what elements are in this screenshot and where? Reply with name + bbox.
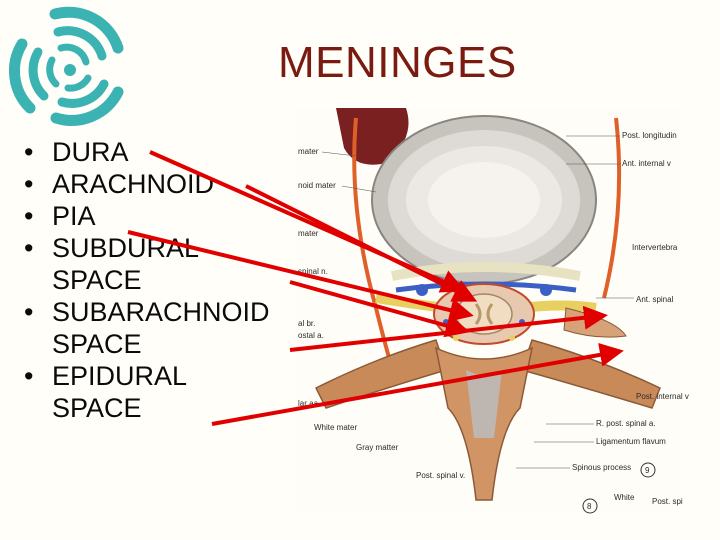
svg-text:mater: mater	[298, 229, 319, 238]
svg-text:lar aa.: lar aa.	[298, 399, 321, 408]
slide-title: MENINGES	[278, 38, 517, 87]
svg-text:9: 9	[645, 466, 650, 475]
svg-text:R. post. spinal a.: R. post. spinal a.	[596, 419, 656, 428]
svg-text:Ant. internal v: Ant. internal v	[622, 159, 671, 168]
svg-text:Spinous process: Spinous process	[572, 463, 632, 472]
svg-text:ostal a.: ostal a.	[298, 331, 324, 340]
svg-text:spinal n.: spinal n.	[298, 267, 328, 276]
svg-text:Post. spinal v.: Post. spinal v.	[416, 471, 466, 480]
bullet-subarachnoid-space: • SUBARACHNOID SPACE	[22, 296, 312, 360]
bullet-dura: • DURA	[22, 136, 312, 168]
bullet-list	[22, 136, 312, 424]
svg-text:Post. spi: Post. spi	[652, 497, 683, 506]
svg-text:White: White	[614, 493, 635, 502]
bullet-epidural-space: • EPIDURAL SPACE	[22, 360, 242, 424]
svg-text:Ant. spinal: Ant. spinal	[636, 295, 674, 304]
logo-icon	[0, 0, 140, 130]
svg-text:Gray matter: Gray matter	[356, 443, 399, 452]
bullet-subdural-space: • SUBDURAL SPACE	[22, 232, 242, 296]
spinal-cord-illustration	[296, 108, 689, 511]
svg-text:White mater: White mater	[314, 423, 358, 432]
svg-text:8: 8	[587, 502, 592, 511]
svg-text:al br.: al br.	[298, 319, 316, 328]
svg-text:Intervertebra: Intervertebra	[632, 243, 678, 252]
svg-text:mater: mater	[298, 147, 319, 156]
svg-text:Post. internal v: Post. internal v	[636, 392, 689, 401]
svg-text:Ligamentum flavum: Ligamentum flavum	[596, 437, 666, 446]
svg-text:noid mater: noid mater	[298, 181, 336, 190]
bullet-arachnoid: • ARACHNOID	[22, 168, 312, 200]
bullet-pia: • PIA	[22, 200, 312, 232]
svg-text:Post. longitudin: Post. longitudin	[622, 131, 677, 140]
